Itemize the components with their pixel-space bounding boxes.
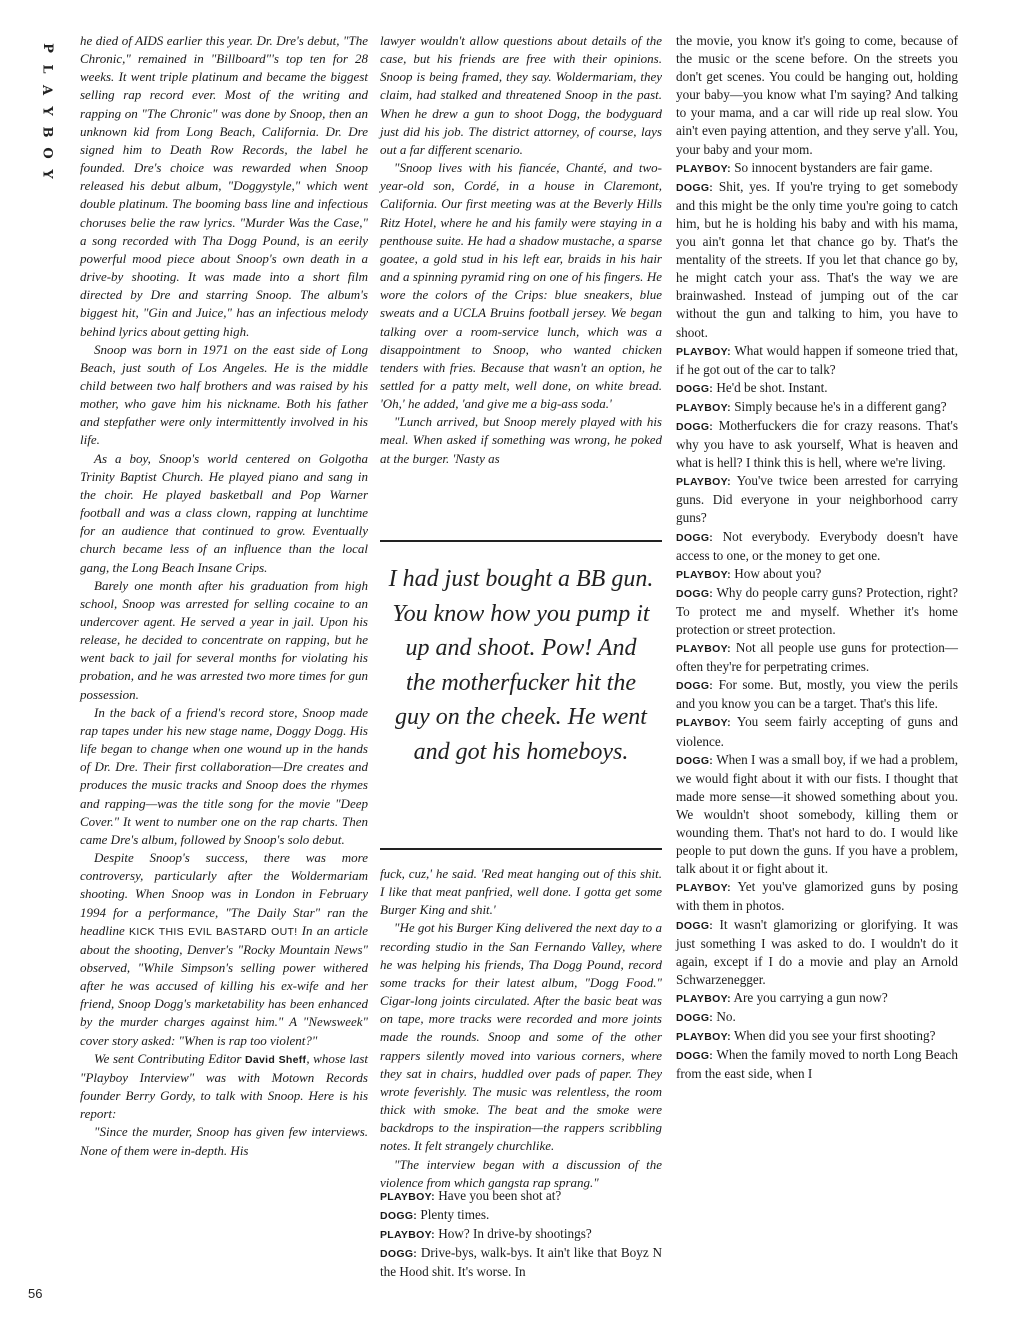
paragraph-text: Despite Snoop's success, there was more controversy, particularly after the Woldermariam shooting. When Snoop was in London in February 1994 for a performance, "The Daily Star" ran the headline <box>80 850 368 938</box>
qa-text: He'd be shot. Instant. <box>716 379 828 395</box>
paragraph: "He got his Burger King delivered the next day to a recording studio in the San Fernando Valley, where he was helping his friends, Tha Dogg Pound, record some tracks for their latest album, "Dogg Food." Cigar-long joints circulated. After the basic beat was on tape, more tracks were recorded and more joints made the rounds. Snoop and some of the other rappers silently moved into various corners, where they sat in chairs, huddled over pads of paper. They wrote feverishly. The music was relentless, the room thick with smoke. The beat and the smoke were backdrops to the inspiration—the rappers scribbling notes. It felt strangely churchlike. <box>380 920 662 1154</box>
speaker-label: DOGG: <box>676 587 714 600</box>
qa-text: It wasn't glamorizing or glorifying. It was just something I was asked to do. I wouldn't do it again, except if I do a movie and play an Arnold Schwarzenegger. <box>676 916 958 987</box>
qa-line <box>676 1046 958 1083</box>
paragraph: fuck, cuz,' he said. 'Red meat hanging out of this shit. I like that meat panfried, well done. I gotta get some Burger King and shit.' <box>380 866 662 918</box>
qa-text: Are you carrying a gun now? <box>733 989 888 1005</box>
qa-line <box>676 989 958 1008</box>
qa-text: Drive-bys, walk-bys. It ain't like that Boyz N the Hood shit. It's worse. In <box>380 1245 662 1280</box>
side-tab-letter: B <box>39 126 55 139</box>
speaker-label: DOGG: <box>676 919 714 932</box>
qa-text: No. <box>716 1008 736 1024</box>
paragraph: In the back of a friend's record store, Snoop made rap tapes under his new stage name, Doggy Dogg. His life began to change when one wound up in the hands of Dr. Dre. Their first collaboration—Dre creates and produces the music tracks and Snoop does the rhymes and rapping—was the title song for the movie "Deep Cover." It went to number one on the rap charts. Then came Dre's album, followed by Snoop's solo debut. <box>80 704 368 847</box>
speaker-label: PLAYBOY: <box>676 717 731 730</box>
speaker-label: PLAYBOY: <box>380 1191 435 1203</box>
paragraph: "Snoop lives with his fiancée, Chanté, and two-year-old son, Cordé, in a house in Claremont, California. Our first meeting was at the Beverly Hills Ritz Hotel, where he and his family were staying in a penthouse suite. He had a shadow mustache, a sparse goatee, a gold stud in his left ear, braids in his hair and a spinning pyramid ring on one of his fingers. He wore the colors of the Crips: blue sneakers, blue sweats and a UCLA Bruins football jersey. We began talking over a room-service lunch, which was a disappointment to Snoop, who wanted chicken tenders with fries. Because that wasn't an option, he settled for a patty melt, well done, on white bread. 'Oh,' he added, 'and give me a big-ass soda.' <box>380 160 662 412</box>
interview-column-3 <box>676 32 958 1083</box>
qa-line <box>676 916 958 989</box>
qa-line <box>380 1244 662 1281</box>
paragraph: "The interview began with a discussion of the violence from which gangsta rap sprang." <box>380 1156 662 1190</box>
qa-line <box>676 639 958 676</box>
pull-quote-rule-top <box>380 540 662 542</box>
qa-line <box>676 398 958 417</box>
qa-line <box>676 751 958 879</box>
speaker-label: PLAYBOY: <box>676 345 731 358</box>
qa-text: Plenty times. <box>420 1207 490 1223</box>
paragraph: lawyer wouldn't allow questions about details of the case, but his friends are free with their opinions. Snoop is being framed, they say. Woldermariam, they claim, had stalked and threatened Snoop in the past. When he drew a gun to shoot Dogg, the bodyguard just did his job. The district attorney, of course, lays out a far different scenario. <box>380 33 662 157</box>
speaker-label: PLAYBOY: <box>676 1031 731 1044</box>
paragraph <box>80 849 368 1050</box>
qa-line <box>676 584 958 639</box>
paragraph: "Since the murder, Snoop has given few interviews. None of them were in-depth. His <box>80 1124 368 1158</box>
qa-text: Why do people carry guns? Protection, right? To protect me and myself. Whether it's home protection or street protection. <box>676 584 958 637</box>
qa-text: You've twice been arrested for carrying guns. Did everyone in your neighborhood carry guns? <box>676 473 958 526</box>
qa-text: How about you? <box>734 565 822 581</box>
speaker-label: PLAYBOY: <box>676 162 731 175</box>
qa-line <box>676 878 958 915</box>
qa-text: How? In drive-by shootings? <box>438 1226 592 1242</box>
paragraph-text: In an article about the shooting, Denver's "Rocky Mountain News" observed, "While Simpson's selling power withered after he was accused of killing his ex-wife and her friend, Snoop Dogg's marketability has been enhanced by the murder charges against him." A "Newsweek" cover story asked: "When is rap too violent?" <box>80 922 369 1048</box>
paragraph: Barely one month after his graduation from high school, Snoop was arrested for selling cocaine to an undercover agent. He served a year in jail. Upon his release, he decided to concentrate on rapping, but he went back to jail for several months for violating his probation, and he was arrested two more times for gun possession. <box>80 577 368 702</box>
speaker-label: DOGG: <box>676 754 714 767</box>
qa-text: Shit, yes. If you're trying to get somebody and this might be the only time you're going to catch him, but he is holding his baby and with his mama, you ain't gonna let that chance go by. That's the mentality of the streets. If you let that chance go by, he might catch your ass. That's the way we are brainwashed. Instead of jumping out of the car without the gun and talking to him, you have to shoot. <box>676 178 958 340</box>
intro-column-2-top <box>380 32 662 468</box>
qa-line <box>676 417 958 472</box>
intro-column-1 <box>80 32 368 1160</box>
side-tab-letter: Y <box>39 169 55 180</box>
paragraph: "Lunch arrived, but Snoop merely played with his meal. When asked if something was wrong, he poked at the burger. 'Nasty as <box>380 414 662 466</box>
qa-line <box>676 342 958 379</box>
qa-text: Yet you've glamorized guns by posing with them in photos. <box>676 879 958 914</box>
side-tab-letter: O <box>39 147 55 160</box>
paragraph-text: We sent Contributing Editor <box>94 1050 245 1066</box>
paragraph: he died of AIDS earlier this year. Dr. Dre's debut, "The Chronic," remained in "Billboard"'s top ten for 28 weeks. It went triple platinum and became the biggest selling rap record ever. Most of the writing and rapping on "The Chronic" was done by Snoop, then an unknown kid from Long Beach, California. Dr. Dre signed him to Death Row Records, the label he founded. Dre's choice was rewarded when Snoop released his debut album, "Doggystyle," which went double platinum. The booming bass line and infectious choruses belie the raw lyrics. "Murder Was the Case," a song recorded with Tha Dogg Pound, is an eerily powerful mood piece about Snoop's own death in a drive-by shooting. It was made into a short film directed by Dre and starring Snoop. The album's biggest hit, "Gin and Juice," has an infectious melody behind lyrics about getting high. <box>80 33 368 339</box>
qa-text: For some. But, mostly, you view the perils and you know you can be a target. That's this life. <box>676 677 958 712</box>
qa-line <box>676 379 958 398</box>
speaker-label: PLAYBOY: <box>676 643 731 656</box>
qa-line <box>676 1027 958 1046</box>
qa-line <box>676 1008 958 1027</box>
paragraph <box>80 1050 368 1124</box>
qa-line <box>380 1225 662 1244</box>
qa-line <box>676 528 958 565</box>
speaker-label: DOGG: <box>676 680 714 693</box>
qa-text: the movie, you know it's going to come, because of the music or the scene before. On the streets you don't get scenes. You could be hanging out, holding your baby—you know what I'm saying? And talking to your mama, and a car will ride up real slow. You ain't even paying attention, and they serve y'all. You, your baby and your mom. <box>676 33 958 157</box>
qa-line <box>380 1187 662 1206</box>
qa-text: Not all people use guns for protection—often they're for perpetrating crimes. <box>676 640 958 675</box>
interview-column-2 <box>380 1187 662 1281</box>
qa-text: When did you see your first shooting? <box>733 1028 936 1044</box>
qa-line <box>676 159 958 178</box>
qa-text: When the family moved to north Long Beach from the east side, when I <box>676 1047 959 1082</box>
speaker-label: PLAYBOY: <box>676 568 731 581</box>
speaker-label: PLAYBOY: <box>676 882 731 895</box>
speaker-label: DOGG: <box>380 1248 418 1261</box>
editor-name: David Sheff <box>244 1053 307 1066</box>
qa-text: You seem fairly accepting of guns and violence. <box>676 714 958 749</box>
speaker-label: PLAYBOY: <box>380 1229 435 1242</box>
qa-line <box>676 178 958 342</box>
speaker-label: PLAYBOY: <box>676 992 731 1005</box>
pull-quote: I had just bought a BB gun. You know how you pump it up and shoot. Pow! And the motherfucker hit the guy on the cheek. He went and got his homeboys. <box>388 566 654 765</box>
headline-quote: KICK THIS EVIL BASTARD OUT! <box>129 925 298 938</box>
paragraph-text: , whose last "Playboy Interview" was with Motown Records founder Berry Gordy, to talk with Snoop. Here is his report: <box>80 1050 369 1122</box>
qa-line <box>676 713 958 750</box>
qa-text: Simply because he's in a different gang? <box>734 398 947 414</box>
speaker-label: DOGG: <box>380 1210 418 1223</box>
speaker-label: DOGG: <box>676 531 714 544</box>
speaker-label: DOGG: <box>676 1050 714 1063</box>
paragraph: As a boy, Snoop's world centered on Golgotha Trinity Baptist Church. He played piano and sang in the choir. He played basketball and Pop Warner football and was a class clown, rapping at lunchtime for an audience that continued to grow. Eventually church became less of an influence than the local gang, the Long Beach Insane Crips. <box>80 450 368 575</box>
qa-text: Motherfuckers die for crazy reasons. That's why you have to ask yourself, What is heaven and what is hell? I think this is hell, where we're living. <box>676 417 959 471</box>
speaker-label: DOGG: <box>676 181 714 194</box>
speaker-label: PLAYBOY: <box>676 476 731 489</box>
side-tab-letter: A <box>39 84 55 97</box>
qa-text: When I was a small boy, if we had a problem, we would fight about it with our fists. I thought that made more sense—it showed something about you. We wouldn't shoot somebody, killing them or wounding them. That's not hard to do. I would like people to put down the guns. If you have a problem, talk about it or fight about it. <box>676 751 959 877</box>
qa-line <box>676 472 958 527</box>
qa-line <box>676 565 958 584</box>
paragraph: Snoop was born in 1971 on the east side of Long Beach, just south of Los Angeles. He is the middle child between two half brothers and was raised by his mother, who gave him his nickname. Both his father and stepfather were only intermittently involved in his life. <box>80 341 368 448</box>
qa-text: So innocent bystanders are fair game. <box>734 159 933 175</box>
magazine-side-tab <box>30 38 58 185</box>
speaker-label: PLAYBOY: <box>676 401 731 414</box>
qa-line <box>676 32 958 159</box>
side-tab-letter: L <box>39 64 55 75</box>
speaker-label: DOGG: <box>676 382 714 395</box>
side-tab-letter: P <box>39 43 55 54</box>
intro-column-2-bottom <box>380 865 662 1192</box>
qa-text: What would happen if someone tried that, if he got out of the car to talk? <box>676 342 959 377</box>
qa-line <box>380 1206 662 1225</box>
page-number: 56 <box>28 1286 43 1301</box>
speaker-label: DOGG: <box>676 420 714 433</box>
qa-text: Have you been shot at? <box>438 1188 562 1203</box>
speaker-label: DOGG: <box>676 1011 714 1024</box>
qa-line <box>676 676 958 713</box>
pull-quote-rule-bottom <box>380 848 662 850</box>
side-tab-letter: Y <box>39 106 55 117</box>
qa-text: Not everybody. Everybody doesn't have access to one, or the money to get one. <box>676 528 959 563</box>
